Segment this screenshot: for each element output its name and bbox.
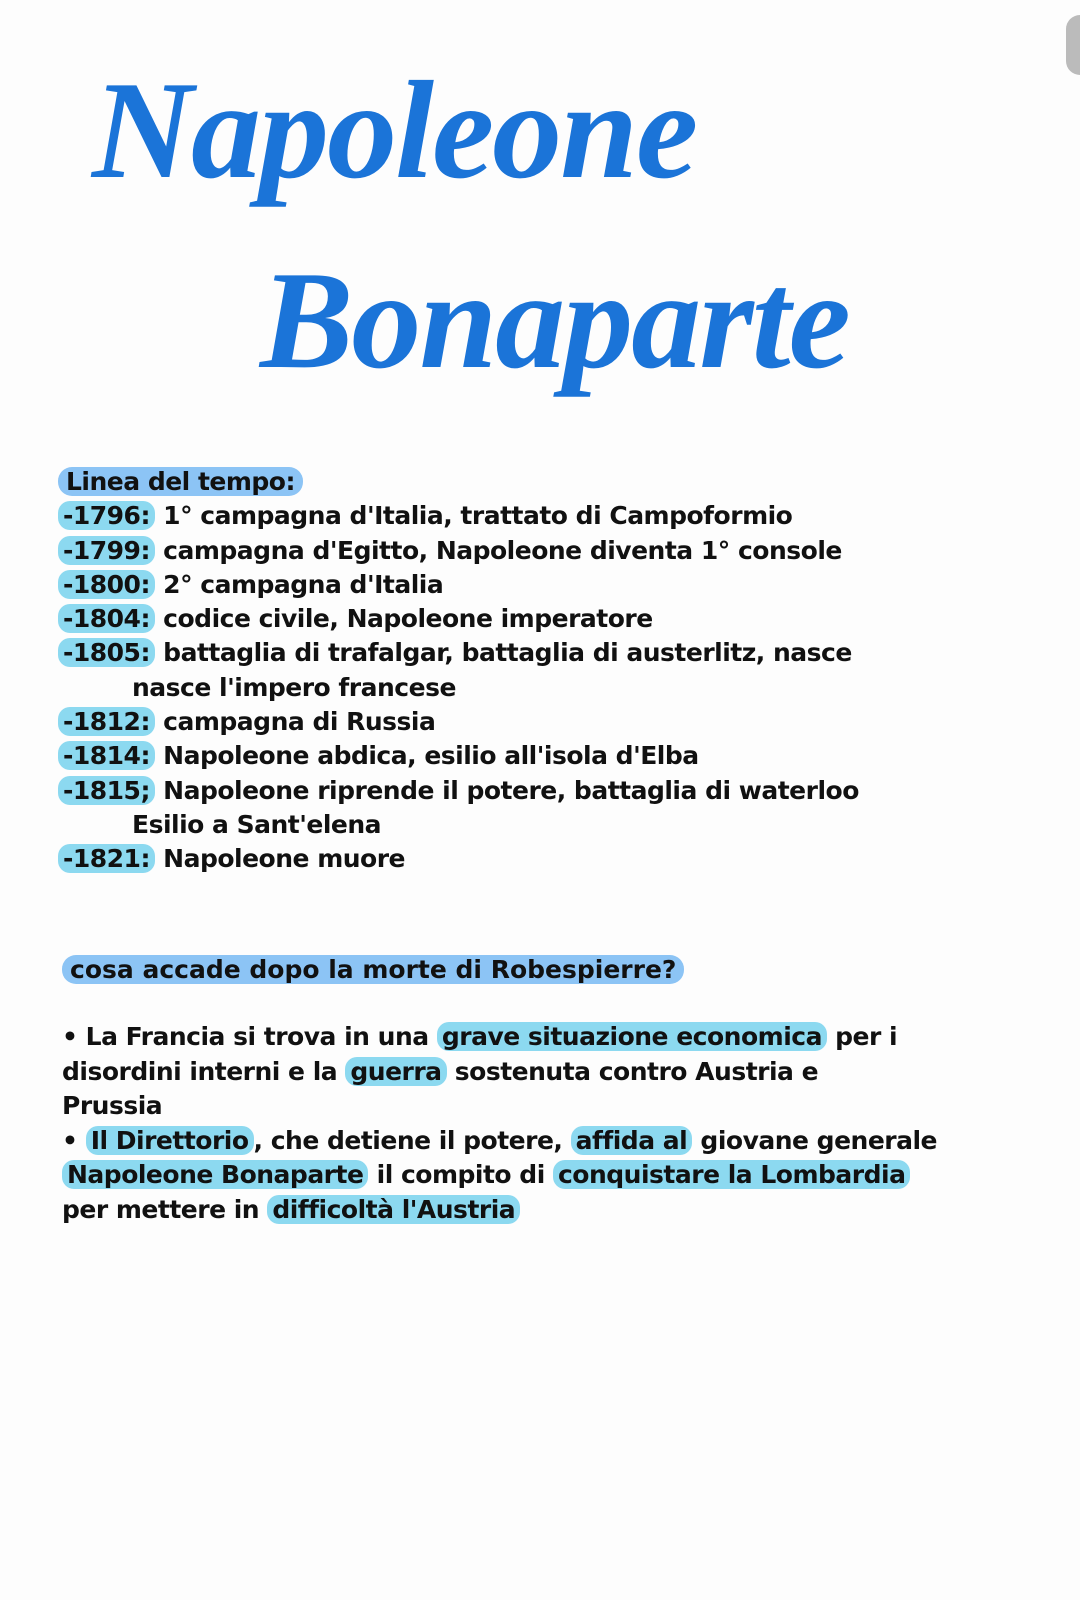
title-line-1: Napoleone — [92, 53, 697, 208]
timeline-text: Napoleone abdica, esilio all'isola d'Elba — [154, 741, 699, 771]
timeline-item — [58, 602, 859, 636]
text-segment: , che detiene il potere, — [253, 1125, 571, 1155]
timeline-item — [58, 842, 859, 876]
text-segment: sostenuta contro Austria e — [446, 1056, 819, 1086]
timeline-text: battaglia di trafalgar, battaglia di austerlitz, nasce — [154, 638, 852, 668]
text-segment: per i — [826, 1022, 898, 1051]
highlighted-text: difficoltà l'Austria — [267, 1195, 520, 1224]
timeline-text: 1° campagna d'Italia, trattato di Campoformio — [154, 501, 793, 531]
highlighted-text: guerra — [345, 1057, 446, 1086]
timeline-item — [58, 774, 859, 808]
timeline-text: campagna d'Egitto, Napoleone diventa 1° console — [154, 535, 842, 565]
highlighted-text: Il Direttorio — [86, 1126, 254, 1155]
paragraph-line — [62, 1020, 1002, 1055]
timeline-heading-row — [58, 465, 859, 499]
timeline-item — [58, 636, 859, 670]
question-heading — [62, 955, 684, 984]
timeline-item — [58, 739, 859, 773]
question-text: cosa accade dopo la morte di Robespierre? — [62, 955, 684, 984]
timeline-year: -1821: — [58, 844, 155, 873]
title-line-2: Bonaparte — [260, 243, 849, 398]
paragraph — [62, 1020, 1002, 1227]
text-segment: • La Francia si trova in una — [62, 1022, 437, 1051]
timeline-year: -1812: — [58, 707, 155, 736]
text-segment: disordini interni e la — [62, 1056, 346, 1086]
highlighted-text: Napoleone Bonaparte — [62, 1160, 368, 1189]
text-segment: il compito di — [368, 1160, 553, 1189]
timeline-item — [58, 705, 859, 739]
timeline-item — [58, 499, 859, 533]
timeline-year: -1804: — [58, 604, 155, 633]
text-segment: giovane generale — [692, 1125, 938, 1155]
timeline-continuation: nasce l'impero francese — [132, 672, 456, 702]
paragraph-line — [62, 1193, 1002, 1228]
timeline-year: -1796: — [58, 501, 155, 530]
timeline-year: -1800: — [58, 570, 155, 599]
paragraph-line — [62, 1089, 1002, 1124]
highlighted-text: grave situazione economica — [437, 1022, 827, 1051]
scroll-edge — [1066, 15, 1080, 75]
timeline — [58, 465, 859, 877]
timeline-text: 2° campagna d'Italia — [154, 569, 444, 599]
timeline-continuation: Esilio a Sant'elena — [132, 809, 382, 839]
timeline-text: Napoleone riprende il potere, battaglia di waterloo — [154, 775, 859, 805]
timeline-text: Napoleone muore — [154, 844, 406, 874]
text-segment: • — [62, 1125, 86, 1155]
timeline-item — [58, 534, 859, 568]
highlighted-text: affida al — [571, 1126, 693, 1155]
timeline-text: codice civile, Napoleone imperatore — [154, 604, 653, 634]
text-segment: Prussia — [62, 1091, 163, 1120]
timeline-year: -1814: — [58, 741, 155, 770]
timeline-year: -1799: — [58, 536, 155, 565]
timeline-item — [58, 568, 859, 602]
timeline-heading: Linea del tempo: — [58, 467, 303, 496]
timeline-text: campagna di Russia — [154, 707, 436, 737]
paragraph-line — [62, 1158, 1002, 1193]
paragraph-line — [62, 1055, 1002, 1090]
text-segment: per mettere in — [62, 1194, 268, 1224]
timeline-year: -1815; — [58, 776, 155, 805]
highlighted-text: conquistare la Lombardia — [553, 1160, 910, 1189]
paragraph-line — [62, 1124, 1002, 1159]
timeline-year: -1805: — [58, 638, 155, 667]
